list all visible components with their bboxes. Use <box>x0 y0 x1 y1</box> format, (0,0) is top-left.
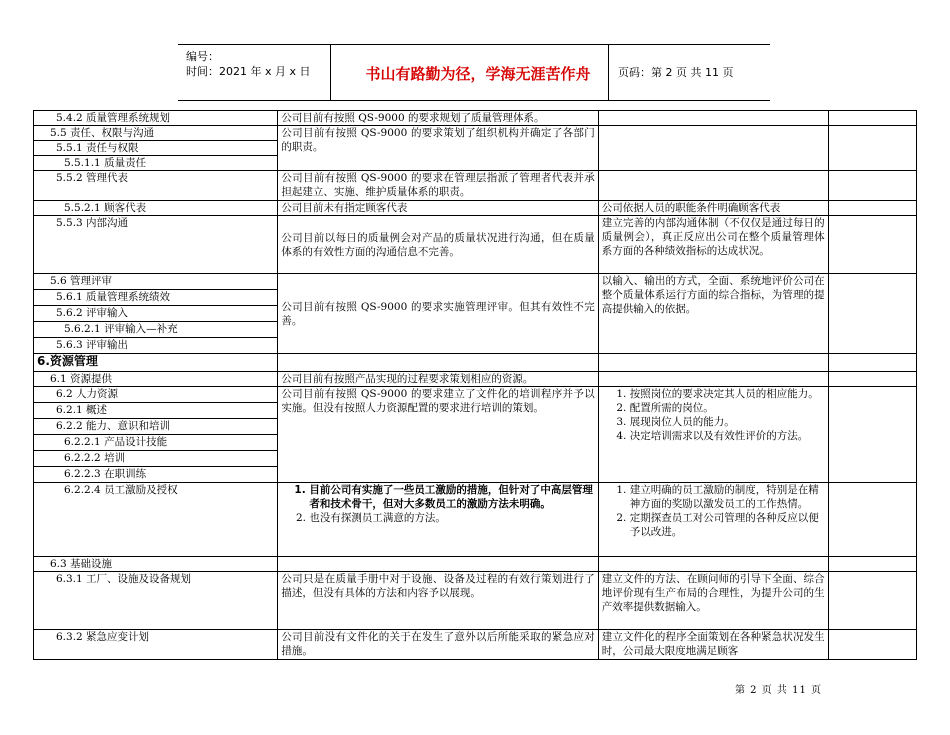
current-status-cell: 公司目前有按照产品实现的过程要求策划相应的资源。 <box>278 372 598 387</box>
list-item: 4. 决定培训需求以及有效性评价的方法。 <box>630 429 825 443</box>
clause-cell: 5.6 管理评审 <box>34 274 278 290</box>
improvement-cell: 建立文件化的程序全面策划在各种紧急状况发生时，公司最大限度地满足顾客 <box>598 630 828 660</box>
current-status-list <box>281 483 594 525</box>
clause-cell: 6.2.2.1 产品设计技能 <box>34 435 278 451</box>
improvement-list <box>602 483 825 539</box>
table-row <box>34 201 917 216</box>
clause-cell: 5.5.2.1 顾客代表 <box>34 201 278 216</box>
table-row <box>34 572 917 630</box>
clause-cell: 5.5 责任、权限与沟通 <box>34 126 278 141</box>
header-divider <box>330 45 331 100</box>
table-row <box>34 111 917 126</box>
clause-cell: 6.2.1 概述 <box>34 403 278 419</box>
current-status-cell: 公司目前没有文件化的关于在发生了意外以后所能采取的紧急应对措施。 <box>278 630 598 660</box>
clause-cell: 5.4.2 质量管理系统规划 <box>34 111 278 126</box>
current-status-cell <box>278 557 598 572</box>
current-status-cell: 公司目前未有指定顾客代表 <box>278 201 598 216</box>
remark-cell <box>828 572 916 630</box>
improvement-cell <box>598 557 828 572</box>
header-motto: 书山有路勤为径，学海无涯苦作舟 <box>365 65 591 83</box>
remark-cell <box>828 201 916 216</box>
improvement-list <box>602 387 825 443</box>
table-row <box>34 171 917 201</box>
current-status-cell: 公司目前有按照 QS-9000 的要求策划了组织机构并确定了各部门的职责。 <box>278 126 598 171</box>
remark-cell <box>828 483 916 557</box>
improvement-cell <box>598 483 828 557</box>
clause-cell: 6.2.2.2 培训 <box>34 451 278 467</box>
remark-cell <box>828 216 916 274</box>
remark-cell <box>828 274 916 354</box>
improvement-cell <box>598 354 828 372</box>
list-item: 1. 建立明确的员工激励的制度，特别是在精神方面的奖励以激发员工的工作热情。 <box>630 483 825 511</box>
table-row <box>34 372 917 387</box>
document-number-label: 编号： <box>186 50 219 63</box>
clause-cell: 5.6.2.1 评审输入—补充 <box>34 322 278 338</box>
clause-cell: 5.6.2 评审输入 <box>34 306 278 322</box>
current-status-cell: 公司目前有按照 QS-9000 的要求实施管理评审。但其有效性不完善。 <box>278 274 598 354</box>
clause-cell: 6.2 人力资源 <box>34 387 278 403</box>
table-row <box>34 387 917 403</box>
list-item: 1. 按照岗位的要求决定其人员的相应能力。 <box>630 387 825 401</box>
clause-cell: 6.2.2.4 员工激励及授权 <box>34 483 278 557</box>
table-row <box>34 630 917 660</box>
header-meta <box>186 49 311 79</box>
improvement-cell <box>598 387 828 483</box>
header-divider <box>608 45 609 100</box>
page-footer: 第 2 页 共 11 页 <box>735 685 822 696</box>
improvement-cell <box>598 372 828 387</box>
clause-cell: 5.5.3 内部沟通 <box>34 216 278 274</box>
clause-cell: 5.6.3 评审输出 <box>34 338 278 354</box>
current-status-cell <box>278 354 598 372</box>
remark-cell <box>828 372 916 387</box>
current-status-cell: 公司目前以每日的质量例会对产品的质量状况进行沟通，但在质量体系的有效性方面的沟通信息不完善。 <box>278 216 598 274</box>
clause-cell: 5.5.1 责任与权限 <box>34 141 278 156</box>
improvement-cell: 公司依据人员的职能条件明确顾客代表 <box>598 201 828 216</box>
current-status-cell <box>278 483 598 557</box>
current-status-cell: 公司目前有按照 QS-9000 的要求在管理层指派了管理者代表并承担起建立、实施、维护质量体系的职责。 <box>278 171 598 201</box>
clause-cell: 6.3.1 工厂、设施及设备规划 <box>34 572 278 630</box>
remark-cell <box>828 557 916 572</box>
clause-cell: 6.1 资源提供 <box>34 372 278 387</box>
remark-cell <box>828 387 916 483</box>
remark-cell <box>828 630 916 660</box>
current-status-cell: 公司只是在质量手册中对于设施、设备及过程的有效行策划进行了描述，但没有具体的方法和内容予以展现。 <box>278 572 598 630</box>
improvement-cell <box>598 126 828 171</box>
clause-cell: 6.3.2 紧急应变计划 <box>34 630 278 660</box>
improvement-cell: 建立完善的内部沟通体制（不仅仅是通过每日的质量例会），真正反应出公司在整个质量管理体系方面的各种绩效指标的达成状况。 <box>598 216 828 274</box>
improvement-cell: 以输入、输出的方式，全面、系统地评价公司在整个质量体系运行方面的综合指标，为管理的提高提供输入的依据。 <box>598 274 828 354</box>
table-row <box>34 126 917 141</box>
list-item: 2. 也没有探测员工满意的方法。 <box>309 511 594 525</box>
clause-cell: 5.5.2 管理代表 <box>34 171 278 201</box>
table-row <box>34 216 917 274</box>
list-item: 2. 配置所需的岗位。 <box>630 401 825 415</box>
clause-cell: 6.3 基础设施 <box>34 557 278 572</box>
table-row <box>34 483 917 557</box>
page-header <box>178 44 770 101</box>
table-row <box>34 274 917 290</box>
clause-cell: 5.5.1.1 质量责任 <box>34 156 278 171</box>
remark-cell <box>828 171 916 201</box>
document-date: 时间：2021 年 x 月 x 日 <box>186 65 311 78</box>
table-row <box>34 557 917 572</box>
header-page-number: 页码：第 2 页 共 11 页 <box>618 66 734 79</box>
clause-cell: 6.2.2.3 在职训练 <box>34 467 278 483</box>
clause-cell: 6.2.2 能力、意识和培训 <box>34 419 278 435</box>
gap-analysis-table <box>33 110 917 660</box>
table-row <box>34 354 917 372</box>
remark-cell <box>828 126 916 171</box>
section-heading: 6.资源管理 <box>34 354 278 372</box>
remark-cell <box>828 111 916 126</box>
improvement-cell: 建立文件的方法、在顾问师的引导下全面、综合地评价现有生产布局的合理性，为提升公司的生产效率提供数据输入。 <box>598 572 828 630</box>
current-status-cell: 公司目前有按照 QS-9000 的要求规划了质量管理体系。 <box>278 111 598 126</box>
list-item: 2. 定期探查员工对公司管理的各种反应以便予以改进。 <box>630 511 825 539</box>
current-status-cell: 公司目前有按照 QS-9000 的要求建立了文件化的培训程序并予以实施。但没有按照人力资源配置的要求进行培训的策划。 <box>278 387 598 483</box>
improvement-cell <box>598 111 828 126</box>
list-item: 3. 展现岗位人员的能力。 <box>630 415 825 429</box>
clause-cell: 5.6.1 质量管理系统绩效 <box>34 290 278 306</box>
list-item: 1. 目前公司有实施了一些员工激励的措施，但针对了中高层管理者和技术骨干，但对大多数员工的激励方法未明确。 <box>309 483 594 511</box>
improvement-cell <box>598 171 828 201</box>
remark-cell <box>828 354 916 372</box>
